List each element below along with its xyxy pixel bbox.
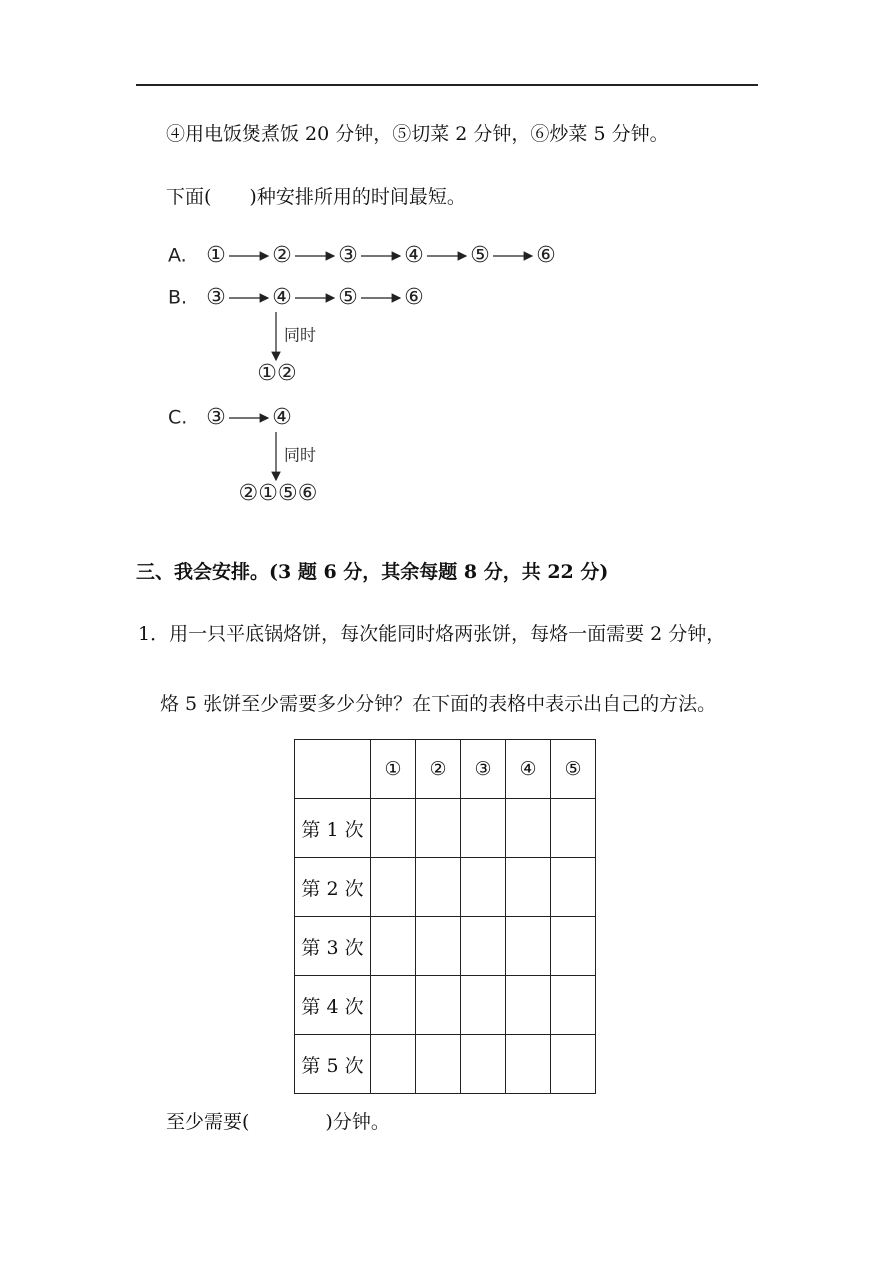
answer-cell[interactable] bbox=[416, 1035, 461, 1094]
table-row bbox=[295, 1035, 596, 1094]
table-row bbox=[295, 917, 596, 976]
answer-cell[interactable] bbox=[371, 799, 416, 858]
answer-cell[interactable] bbox=[506, 976, 551, 1035]
option-b-step-4: ⑥ bbox=[404, 285, 424, 310]
option-a-step-2: ② bbox=[272, 243, 292, 268]
answer-cell[interactable] bbox=[416, 858, 461, 917]
answer-cell[interactable] bbox=[551, 799, 596, 858]
option-c-branch-label: 同时 bbox=[284, 445, 317, 465]
option-a-step-3: ③ bbox=[338, 243, 358, 268]
option-c-step-1: ③ bbox=[206, 405, 226, 430]
table-row bbox=[295, 858, 596, 917]
answer-cell[interactable] bbox=[371, 976, 416, 1035]
table-row-label: 第 1 次 bbox=[295, 799, 371, 858]
answer-cell[interactable] bbox=[506, 917, 551, 976]
option-c-step-2: ④ bbox=[272, 405, 292, 430]
answer-cell[interactable] bbox=[461, 917, 506, 976]
section-title: 三、我会安排。(3 题 6 分，其余每题 8 分，共 22 分) bbox=[136, 561, 609, 583]
answer-cell[interactable] bbox=[461, 976, 506, 1035]
table-header-cell: ④ bbox=[506, 740, 551, 799]
answer-cell[interactable] bbox=[506, 1035, 551, 1094]
option-c-label: C. bbox=[168, 406, 188, 429]
answer-cell[interactable] bbox=[461, 858, 506, 917]
answer-cell[interactable] bbox=[416, 917, 461, 976]
table-row-label: 第 2 次 bbox=[295, 858, 371, 917]
table-corner-cell bbox=[295, 740, 371, 799]
table-header-cell: ⑤ bbox=[551, 740, 596, 799]
option-b-branch-steps: ①② bbox=[257, 361, 297, 386]
table-row bbox=[295, 799, 596, 858]
answer-cell[interactable] bbox=[551, 1035, 596, 1094]
option-b-step-1: ③ bbox=[206, 285, 226, 310]
table-row-label: 第 5 次 bbox=[295, 1035, 371, 1094]
option-c-branch-steps: ②①⑤⑥ bbox=[238, 481, 318, 506]
answer-cell[interactable] bbox=[551, 976, 596, 1035]
arrangement-diagram bbox=[160, 232, 580, 522]
answer-line: 至少需要( )分钟。 bbox=[166, 1111, 390, 1133]
answer-cell[interactable] bbox=[461, 1035, 506, 1094]
answer-cell[interactable] bbox=[371, 858, 416, 917]
table-header-cell: ① bbox=[371, 740, 416, 799]
answer-cell[interactable] bbox=[416, 799, 461, 858]
option-b-label: B. bbox=[168, 286, 188, 309]
table-row bbox=[295, 976, 596, 1035]
answer-cell[interactable] bbox=[551, 858, 596, 917]
table-row-label: 第 4 次 bbox=[295, 976, 371, 1035]
pancake-table bbox=[294, 739, 596, 1094]
question-text: 下面( )种安排所用的时间最短。 bbox=[166, 186, 466, 208]
question-1-line-2: 烙 5 张饼至少需要多少分钟？在下面的表格中表示出自己的方法。 bbox=[160, 693, 717, 715]
table-row-label: 第 3 次 bbox=[295, 917, 371, 976]
option-b-step-3: ⑤ bbox=[338, 285, 358, 310]
answer-cell[interactable] bbox=[551, 917, 596, 976]
table-header-cell: ③ bbox=[461, 740, 506, 799]
answer-cell[interactable] bbox=[506, 858, 551, 917]
answer-cell[interactable] bbox=[416, 976, 461, 1035]
option-a-step-6: ⑥ bbox=[536, 243, 556, 268]
table-header-row bbox=[295, 740, 596, 799]
question-1-line-1: 1．用一只平底锅烙饼，每次能同时烙两张饼，每烙一面需要 2 分钟， bbox=[138, 623, 726, 645]
option-a-step-4: ④ bbox=[404, 243, 424, 268]
option-b-branch-label: 同时 bbox=[284, 325, 317, 345]
top-rule bbox=[136, 84, 758, 86]
option-a-step-1: ① bbox=[206, 243, 226, 268]
answer-cell[interactable] bbox=[506, 799, 551, 858]
answer-cell[interactable] bbox=[371, 917, 416, 976]
option-a-step-5: ⑤ bbox=[470, 243, 490, 268]
problem-text-line: ④用电饭煲煮饭 20 分钟，⑤切菜 2 分钟，⑥炒菜 5 分钟。 bbox=[166, 123, 669, 145]
option-a-label: A. bbox=[168, 244, 187, 267]
answer-cell[interactable] bbox=[461, 799, 506, 858]
option-b-step-2: ④ bbox=[272, 285, 292, 310]
table-header-cell: ② bbox=[416, 740, 461, 799]
answer-cell[interactable] bbox=[371, 1035, 416, 1094]
